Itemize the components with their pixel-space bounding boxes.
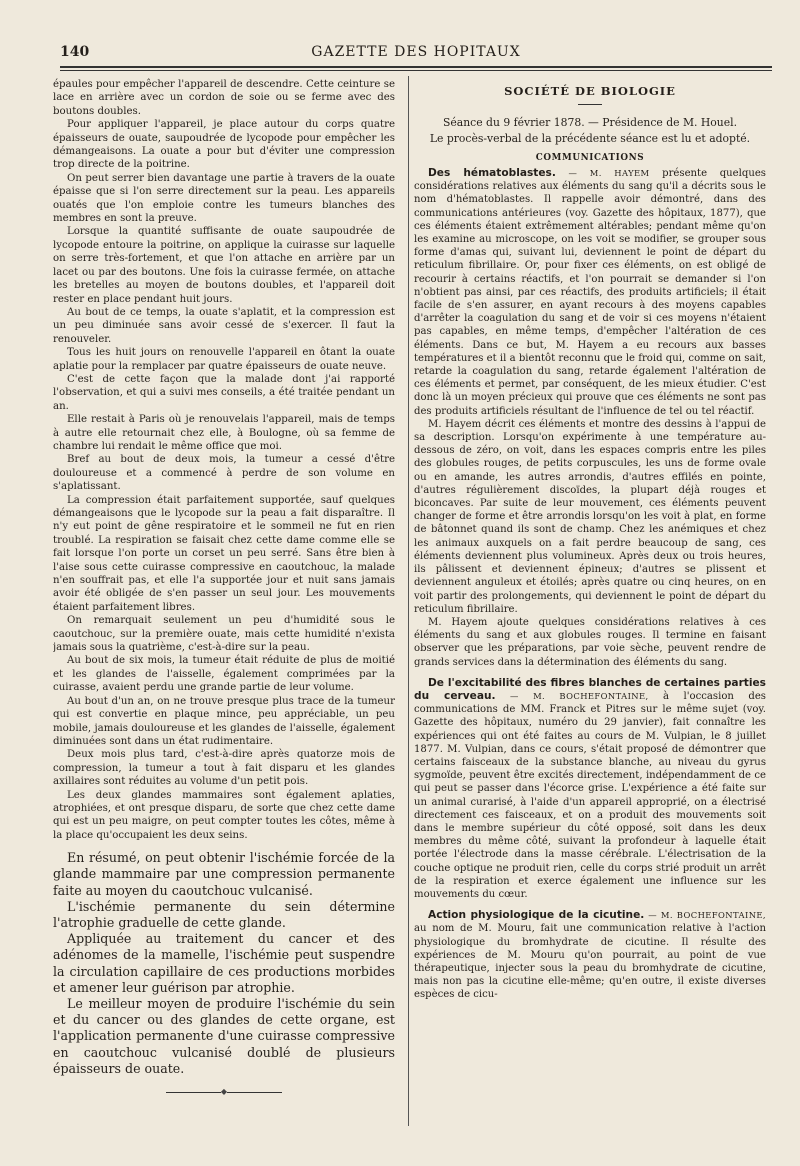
communication-author: — M. BOCHEFONTAINE,	[510, 690, 649, 701]
spacer	[414, 901, 766, 909]
diamond-icon: ◆	[220, 1087, 228, 1096]
conclusion-paragraph: L'ischémie permanente du sein détermine l'atrophie graduelle de cette glande.	[53, 898, 395, 930]
left-column	[53, 78, 395, 1128]
communication-text: au nom de M. Mouru, fait une communication relative à l'action physiologique du bromhydrate de cicutine. Il résulte des expériences de M. Mouru qu'on pourrait, au point de vue thérapeutique, injecter sous la peau du bromhydrate de cicutine, mais non pas la cicutine elle-même; qu'en outre, il existe diverses espèces de cicu-	[414, 923, 766, 1001]
minutes-line: Le procès-verbal de la précédente séance est lu et adopté.	[429, 132, 751, 145]
paragraph: Au bout d'un an, on ne trouve presque plus trace de la tumeur qui est convertie en plaque mince, peu appréciable, un peu mobile, jamais douloureuse et les glandes de l'aisselle, également diminuées sont dans un état rudimentaire.	[53, 695, 395, 747]
paragraph: C'est de cette façon que la malade dont j'ai rapporté l'observation, et qui a suivi mes conseils, a été traitée pendant un an.	[53, 373, 395, 412]
conclusion-paragraph: Le meilleur moyen de produire l'ischémie du sein et du cancer ou des glandes de cette organe, est l'application permanente d'une cuirasse compressive en caoutchouc vulcanisé doublé de plusieurs épaisseurs de ouate.	[53, 995, 395, 1076]
paragraph: Bref au bout de deux mois, la tumeur a cessé d'être douloureuse et a commencé à perdre de son volume en s'aplatissant.	[53, 454, 395, 493]
communication-text: à l'occasion des communications de MM. Franck et Pitres sur le même sujet (voy. Gazette des hôpitaux, numéro du 29 janvier), fait connaître les expériences qui ont été faites au cours de M. Vulpian, le 8 juillet 1877. M. Vulpian, dans ce cours, s'était proposé de démontrer que certains faisceaux de la substance blanche, au niveau du gyrus sygmoïde, peuvent être excités directement, indépendamment de ce qui peut se passer dans l'écorce grise. L'expérience a été faite sur un animal curarisé, à l'aide d'un appareil approprié, on a électrisé directement ces faisceaux, et on a produit des mouvements soit dans le membre supérieur du côté opposé, soit dans les deux membres du même côté, suivant la profondeur à laquelle était portée l'électrode dans la masse cérébrale. L'électrisation de la couche optique ne produit rien, celle du corps strié produit un arrêt de la respiration et exerce également une influence sur les mouvements du cœur.	[414, 690, 766, 900]
conclusion-paragraph: Appliquée au traitement du cancer et des adénomes de la mamelle, l'ischémie peut suspendre la circulation capillaire de ces productions morbides et amener leur guérison par atrophie.	[53, 931, 395, 995]
paragraph: Les deux glandes mammaires sont également aplaties, atrophiées, et ont presque disparu, de sorte que chez cette dame qui est un peu maigre, on peut compter toutes les côtes, même à la place qu'occupaient les deux seins.	[53, 789, 395, 841]
communication-excitabilite	[414, 677, 766, 901]
header-rule	[60, 66, 772, 68]
communication-hematoblastes	[414, 167, 766, 418]
communication-title: Action physiologique de la cicutine.	[428, 909, 645, 922]
session-line: Séance du 9 février 1878. — Présidence de M. Houel.	[442, 116, 738, 129]
page-number: 140	[60, 44, 90, 60]
paragraph: Au bout de six mois, la tumeur était réduite de plus de moitié et les glandes de l'aisselle, également comprimées par la cuirasse, avaient perdu une grande partie de leur volume.	[53, 655, 395, 694]
paragraph: épaules pour empêcher l'appareil de descendre. Cette ceinture se lace en arrière avec un cordon de soie ou se ferme avec des boutons doubles.	[53, 79, 395, 117]
end-ornament	[53, 1087, 395, 1096]
communication-title: De l'excitabilité des fibres blanches de certaines parties du cerveau.	[414, 676, 766, 702]
page-header	[60, 40, 772, 66]
communications-heading: COMMUNICATIONS	[535, 153, 645, 163]
paragraph: On peut serrer bien davantage une partie à travers de la ouate épaisse que si l'on serre directement sur la peau. Les appareils ouatés que l'on emploie contre les tumeurs blanches des membres en sont la preuve.	[53, 172, 395, 225]
spacer	[53, 842, 395, 850]
journal-title: GAZETTE DES HOPITAUX	[311, 44, 521, 60]
paragraph: La compression était parfaitement supportée, sauf quelques démangeaisons que le lycopode sur la peau a fait disparaître. Il n'y eut point de gêne respiratoire et le sommeil ne fut en rien troublé. La respiration se faisait chez cette dame comme elle se fait lorsque l'on porte un corset un peu serré. Sans être bien à l'aise sous cette cuirasse compressive en caoutchouc, la malade n'en souffrait pas, et elle l'a supportée jour et nuit sans jamais avoir été obligée de s'en passer un seul jour. Les mouvements étaient parfaitement libres.	[53, 494, 395, 613]
communication-author: — M. BOCHEFONTAINE,	[648, 910, 766, 921]
paragraph: M. Hayem ajoute quelques considérations relatives à ces éléments du sang et aux globules rouges. Il termine en faisant observer que les préparations, par voie sèche, peuvent rendre de grands services dans la détermination des éléments du sang.	[414, 616, 766, 668]
paragraph: Tous les huit jours on renouvelle l'appareil en ôtant la ouate aplatie pour la remplacer par quatre épaisseurs de ouate neuve.	[53, 347, 395, 372]
communication-author: — M. HAYEM	[568, 168, 650, 178]
paragraph: On remarquait seulement un peu d'humidité sous le caoutchouc, sur la première ouate, mais cette humidité n'exista jamais sous la quatrième, c'est-à-dire sur la peau.	[53, 615, 395, 654]
paragraph: Pour appliquer l'appareil, je place autour du corps quatre épaisseurs de ouate, saupoudrée de lycopode pour empêcher les démangeaisons. La ouate a pour but d'éviter une compression trop directe de la poitrine.	[53, 119, 395, 171]
paragraph: Au bout de ce temps, la ouate s'aplatit, et la compression est un peu diminuée sans avoir cessé de s'exercer. Il faut la renouveler.	[53, 306, 395, 345]
section-title: SOCIÉTÉ DE BIOLOGIE	[504, 84, 676, 98]
paragraph: Lorsque la quantité suffisante de ouate saupoudrée de lycopode entoure la poitrine, on applique la cuirasse sur laquelle on serre très-fortement, et que l'on attache en arrière par un lacet ou par des boutons. Une fois la cuirasse fermée, on attache les bretelles au moyen de boutons doubles, et l'appareil doit rester en place pendant huit jours.	[53, 226, 395, 305]
paragraph: Deux mois plus tard, c'est-à-dire après quatorze mois de compression, la tumeur a tout à fait disparu et les glandes axillaires sont réduites au volume d'un petit pois.	[53, 749, 395, 788]
header-rule-thin	[60, 70, 772, 71]
conclusion-paragraph: En résumé, on peut obtenir l'ischémie forcée de la glande mammaire par une compression permanente faite au moyen du caoutchouc vulcanisé.	[53, 850, 395, 898]
communication-cicutine	[414, 909, 766, 1001]
column-divider	[408, 76, 409, 1126]
right-column	[414, 78, 766, 1128]
communication-title: Des hématoblastes.	[428, 167, 556, 179]
paragraph: Elle restait à Paris où je renouvelais l'appareil, mais de temps à autre elle retournait chez elle, à Boulogne, où sa femme de chambre lui rendait le même office que moi.	[53, 414, 395, 452]
section-rule	[578, 104, 602, 105]
spacer	[414, 669, 766, 677]
paragraph: M. Hayem décrit ces éléments et montre des dessins à l'appui de sa description. Lorsqu'on expérimente à une température au-dessous de zéro, on voit, dans les espaces compris entre les piles des globules rouges, de petits corpuscules, les uns de forme ovale ou en amande, les autres arrondis, d'autres effilés en pointe, d'autres régulièrement discoïdes, la plupart déjà rouges et biconcaves. Par suite de leur mouvement, ces éléments peuvent changer de forme et être arrondis lorsqu'on les voit à plat, en forme de bâtonnet quand ils sont de champ. Chez les anémiques et chez les animaux auxquels on a fait perdre beaucoup de sang, ces éléments deviennent plus volumineux. Après deux ou trois heures, ils pâlissent et deviennent épineux; d'autres se plissent et deviennent anguleux et étoilés; après quatre ou cinq heures, on en voit partir des prolongements, qui deviennent le point de départ du reticulum fibrillaire.	[414, 418, 766, 615]
communication-text: présente quelques considérations relatives aux éléments du sang qu'il a décrits sous le nom d'hématoblastes. Il rappelle avoir démontré, dans des communications antérieures (voy. Gazette des hôpitaux, 1877), que ces éléments étaient extrêmement altérables; pendant même qu'on les examine au microscope, on les voit se modifier, se grouper sous forme d'amas qui, suivant lui, deviennent le point de départ du reticulum fibrillaire. Or, pour fixer ces éléments, on est obligé de recourir à certains réactifs, et l'on pourrait se demander si l'on n'obtient pas ainsi, par ces réactifs, des produits artificiels; il était facile de s'en assurer, en ayant recours à des moyens capables d'arrêter la coagulation du sang et de voir si ces moyens n'étaient pas capables, en même temps, d'empêcher l'altération de ces éléments. Dans ce but, M. Hayem a eu recours aux basses températures et il a bientôt reconnu que le froid qui, comme on sait, retarde la coagulation du sang, retarde également l'altération de ces éléments et permet, par conséquent, de les mieux étudier. C'est donc là un moyen précieux qui prouve que ces éléments ne sont pas des produits artificiels résultant de l'influence de tel ou tel réactif.	[414, 168, 766, 417]
